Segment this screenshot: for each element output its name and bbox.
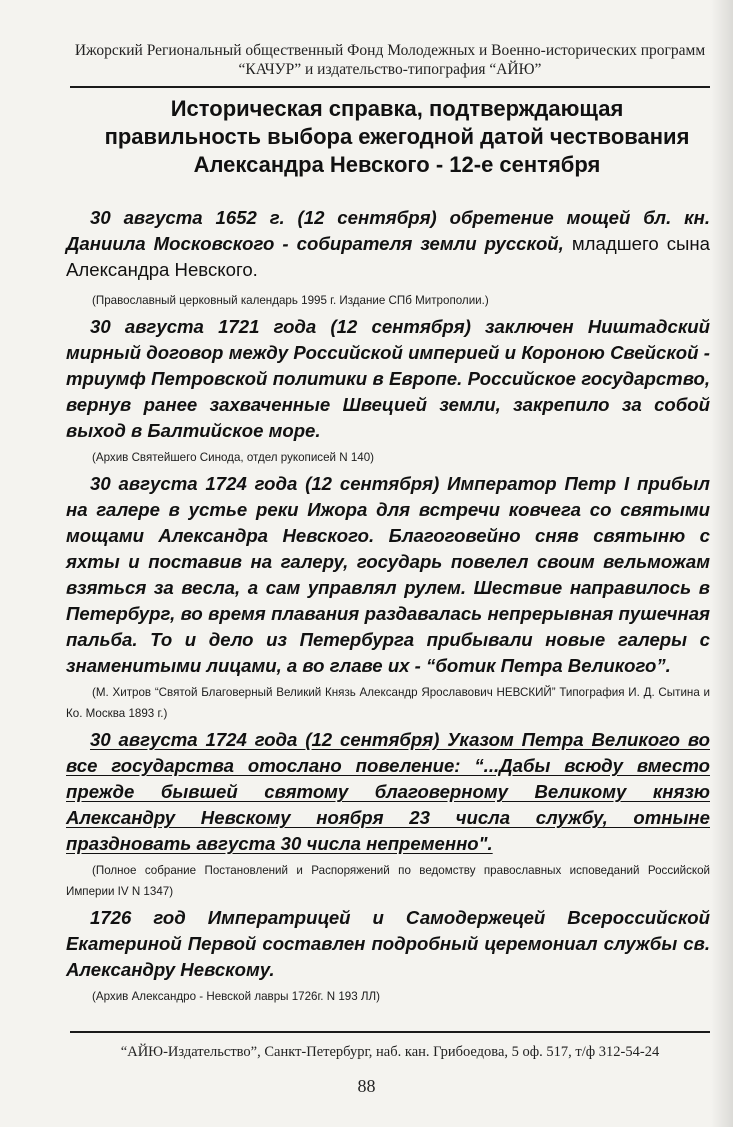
entry-1724-decree: [66, 727, 710, 902]
entry-text: 30 августа 1724 года (12 сентября) Император Петр I прибыл на галере в устье реки Ижора для встречи ковчега со святыми мощами Александра Невского. Благоговейно сняв святыню с яхты и поставив на галеру, государь повелел своим вельможам взяться за весла, а сам управлял рулем. Шествие направилось в Петербург, во время плавания раздавалась непрерывная пушечная пальба. То и дело из Петербурга прибывали новые галеры с знаменитыми лицами, а во главе их - “ботик Петра Великого”.: [66, 473, 710, 676]
footer-divider: [70, 1031, 710, 1033]
publisher-header: Ижорский Региональный общественный Фонд Молодежных и Военно-исторических программ “КАЧУР” и издательство-типография “АЙЮ”: [74, 42, 706, 78]
entries-list: [66, 205, 710, 1010]
entry-source: (Архив Александро - Невской лавры 1726г. N 193 ЛЛ): [92, 990, 380, 1003]
page-number: 88: [357, 1076, 376, 1096]
entry-source: (Полное собрание Постановлений и Распоряжений по ведомству православных исповеданий Российской Империи IV N 1347): [66, 864, 710, 898]
entry-text: 30 августа 1724 года (12 сентября) Указом Петра Великого во все государства отослано повеление: “...Дабы всюду вместо прежде бывшей святому благоверному Великому князю Александру Невскому ноября 23 числа службу, отныне праздновать августа 30 числа непременно".: [66, 729, 710, 854]
entry-text: 30 августа 1721 года (12 сентября) заключен Ништадский мирный договор между Российской империей и Короною Свейской - триумф Петровской политики в Европе. Российское государство, вернув ранее захваченные Швецией земли, закрепило за собой выход в Балтийское море.: [66, 316, 710, 441]
scan-shadow: [711, 0, 733, 1127]
entry-1721: [66, 314, 710, 468]
entry-source: (Православный церковный календарь 1995 г. Издание СПб Митрополии.): [92, 294, 489, 307]
entry-emphasis: 30 августа 1652 г. (12 сентября) обретение мощей бл. кн. Даниила Московского - собирателя земли русской,: [66, 207, 710, 254]
entry-source: (М. Хитров “Святой Благоверный Великий Князь Александр Ярославович НЕВСКИЙ” Типография И. Д. Сытина и Ко. Москва 1893 г.): [66, 686, 710, 720]
entry-text: [66, 205, 710, 283]
entry-plain: младшего сына Александра Невского.: [66, 233, 710, 280]
entry-1724-arrival: [66, 471, 710, 724]
entry-text: 1726 год Императрицей и Самодержецей Всероссийской Екатериной Первой составлен подробный церемониал службы св. Александру Невскому.: [66, 907, 710, 980]
entry-1652: [66, 205, 710, 311]
entry-source: (Архив Святейшего Синода, отдел рукописей N 140): [92, 451, 375, 464]
header-divider: [70, 86, 710, 88]
page-title: Историческая справка, подтверждающая правильность выбора ежегодной датой чествования Александра Невского - 12-е сентября: [104, 96, 690, 177]
entry-1726: [66, 905, 710, 1007]
publisher-footer: “АЙЮ-Издательство”, Санкт-Петербург, наб. кан. Грибоедова, 5 оф. 517, т/ф 312-54-24: [120, 1044, 660, 1060]
